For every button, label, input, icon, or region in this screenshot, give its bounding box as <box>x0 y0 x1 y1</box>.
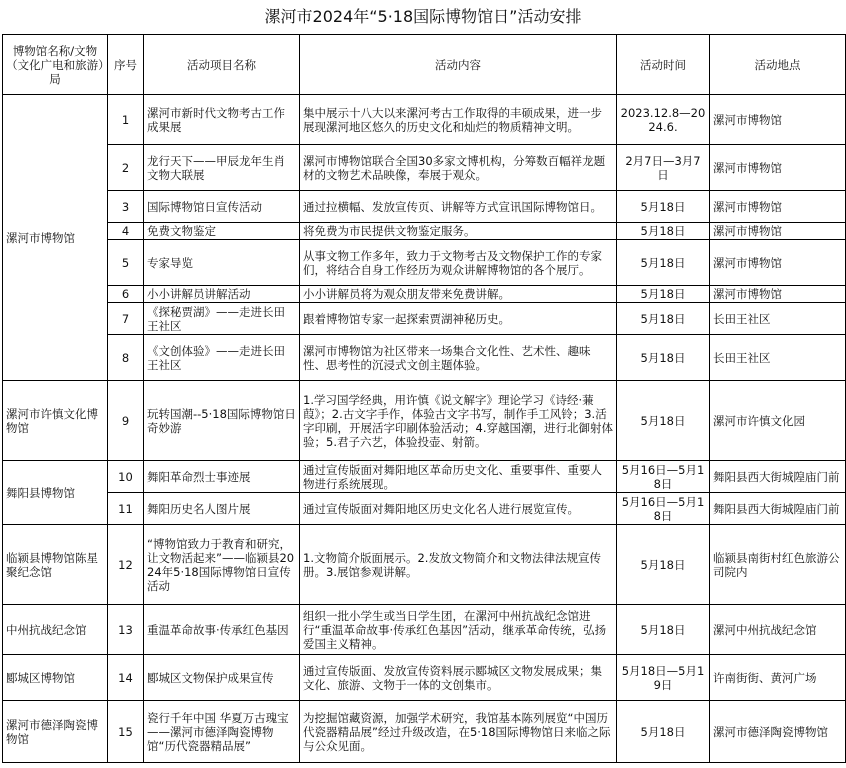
header-activity-content: 活动内容 <box>300 35 617 95</box>
row-time: 5月18日 <box>617 303 710 335</box>
row-content: 漯河市博物馆为社区带来一场集合文化性、艺术性、趣味性、思考性的沉浸式文创主题体验。 <box>300 335 617 381</box>
row-name: 玩转国潮--5·18国际博物馆日奇妙游 <box>144 381 300 461</box>
row-place: 许南街街、黄河广场 <box>710 655 846 701</box>
row-no: 3 <box>108 191 144 223</box>
row-content: 小小讲解员将为观众朋友带来免费讲解。 <box>300 286 617 303</box>
row-content: 从事文物工作多年，致力于文物考古及文物保护工作的专家们，将结合自身工作经历为观众讲解博物馆的各个展厅。 <box>300 240 617 286</box>
row-place: 舞阳县西大街城隍庙门前 <box>710 461 846 493</box>
table-row <box>3 493 846 525</box>
table-row <box>3 240 846 286</box>
row-time: 5月16日—5月18日 <box>617 493 710 525</box>
row-name: 小小讲解员讲解活动 <box>144 286 300 303</box>
table-row <box>3 701 846 763</box>
row-place: 漯河市德泽陶瓷博物馆 <box>710 701 846 763</box>
row-name: 舞阳革命烈士事迹展 <box>144 461 300 493</box>
row-time: 5月18日 <box>617 335 710 381</box>
row-time: 2月7日—3月7日 <box>617 145 710 191</box>
row-time: 5月18日 <box>617 286 710 303</box>
row-no: 14 <box>108 655 144 701</box>
table-row <box>3 223 846 240</box>
row-time: 5月18日 <box>617 223 710 240</box>
row-time: 5月18日—5月19日 <box>617 655 710 701</box>
row-no: 13 <box>108 605 144 655</box>
row-time: 5月18日 <box>617 381 710 461</box>
row-name: 漯河市新时代文物考古工作成果展 <box>144 95 300 145</box>
row-content: 1.文物简介版面展示。2.发放文物简介和文物法律法规宣传册。3.展馆参观讲解。 <box>300 525 617 605</box>
row-content: 通过拉横幅、发放宣传页、讲解等方式宣讯国际博物馆日。 <box>300 191 617 223</box>
row-no: 8 <box>108 335 144 381</box>
row-no: 6 <box>108 286 144 303</box>
row-place: 舞阳县西大街城隍庙门前 <box>710 493 846 525</box>
header-activity-name: 活动项目名称 <box>144 35 300 95</box>
row-name: 《探秘贾湖》——走进长田王社区 <box>144 303 300 335</box>
row-no: 5 <box>108 240 144 286</box>
row-time: 5月16日—5月18日 <box>617 461 710 493</box>
row-content: 将免费为市民提供文物鉴定服务。 <box>300 223 617 240</box>
row-no: 15 <box>108 701 144 763</box>
museum-cell: 漯河市博物馆 <box>3 95 108 381</box>
row-content: 跟着博物馆专家一起探索贾湖神秘历史。 <box>300 303 617 335</box>
activity-table <box>2 34 846 763</box>
table-row <box>3 655 846 701</box>
row-place: 漯河市博物馆 <box>710 223 846 240</box>
row-place: 长田王社区 <box>710 303 846 335</box>
row-place: 漯河市博物馆 <box>710 240 846 286</box>
row-content: 集中展示十八大以来漯河考古工作取得的丰硕成果，进一步展现漯河地区悠久的历史文化和灿烂的物质精神文明。 <box>300 95 617 145</box>
table-row <box>3 286 846 303</box>
row-place: 长田王社区 <box>710 335 846 381</box>
table-row <box>3 145 846 191</box>
row-name: 专家导览 <box>144 240 300 286</box>
header-activity-place: 活动地点 <box>710 35 846 95</box>
row-content: 通过宣传版面对舞阳地区革命历史文化、重要事件、重要人物进行系统展现。 <box>300 461 617 493</box>
row-place: 漯河市博物馆 <box>710 145 846 191</box>
page-title: 漯河市2024年“5·18国际博物馆日”活动安排 <box>264 7 582 26</box>
row-name: 国际博物馆日宣传活动 <box>144 191 300 223</box>
row-time: 5月18日 <box>617 191 710 223</box>
row-no: 10 <box>108 461 144 493</box>
row-content: 1.学习国学经典，用许慎《说文解字》理论学习《诗经·蒹葭》；2.古文字手作，体验古文字书写，制作手工风铃；3.活字印刷，开展活字印刷体验活动；4.穿越国潮，进行北御射体验；5.君子六艺，体验投壶、射箭。 <box>300 381 617 461</box>
header-museum: 博物馆名称/文物（文化广电和旅游）局 <box>3 35 108 95</box>
row-place: 漯河市博物馆 <box>710 95 846 145</box>
row-time: 5月18日 <box>617 240 710 286</box>
table-row <box>3 95 846 145</box>
row-time: 5月18日 <box>617 701 710 763</box>
table-row <box>3 381 846 461</box>
row-no: 11 <box>108 493 144 525</box>
table-row <box>3 335 846 381</box>
row-content: 组织一批小学生或当日学生团，在漯河中州抗战纪念馆进行“重温革命故事·传承红色基因”活动，继承革命传统，弘扬爱国主义精神。 <box>300 605 617 655</box>
row-place: 临颍县南街村红色旅游公司院内 <box>710 525 846 605</box>
row-no: 1 <box>108 95 144 145</box>
row-name: 龙行天下——甲辰龙年生肖文物大联展 <box>144 145 300 191</box>
table-row <box>3 303 846 335</box>
row-name: 免费文物鉴定 <box>144 223 300 240</box>
row-name: “博物馆致力于教育和研究，让文物活起来”——临颍县2024年5·18国际博物馆日宣传活动 <box>144 525 300 605</box>
row-content: 漯河市博物馆联合全国30多家文博机构，分筹数百幅祥龙题材的文物艺术品映像，奉展于观众。 <box>300 145 617 191</box>
row-content: 通过宣传版面对舞阳地区历史文化名人进行展览宣传。 <box>300 493 617 525</box>
row-no: 4 <box>108 223 144 240</box>
table-row <box>3 461 846 493</box>
row-time: 5月18日 <box>617 525 710 605</box>
row-name: 重温革命故事·传承红色基因 <box>144 605 300 655</box>
row-time: 5月18日 <box>617 605 710 655</box>
museum-cell: 郾城区博物馆 <box>3 655 108 701</box>
museum-cell: 漯河市德泽陶瓷博物馆 <box>3 701 108 763</box>
row-no: 2 <box>108 145 144 191</box>
row-no: 7 <box>108 303 144 335</box>
row-time: 2023.12.8—2024.6. <box>617 95 710 145</box>
row-no: 12 <box>108 525 144 605</box>
museum-cell: 中州抗战纪念馆 <box>3 605 108 655</box>
row-place: 漯河市许慎文化园 <box>710 381 846 461</box>
row-name: 郾城区文物保护成果宣传 <box>144 655 300 701</box>
row-no: 9 <box>108 381 144 461</box>
museum-cell: 舞阳县博物馆 <box>3 461 108 525</box>
row-name: 《文创体验》——走进长田王社区 <box>144 335 300 381</box>
row-content: 通过宣传版面、发放宣传资料展示郾城区文物发展成果；集文化、旅游、文物于一体的文创集市。 <box>300 655 617 701</box>
table-header-row <box>3 35 846 95</box>
header-no: 序号 <box>108 35 144 95</box>
museum-cell: 临颍县博物馆陈星聚纪念馆 <box>3 525 108 605</box>
row-name: 舞阳历史名人图片展 <box>144 493 300 525</box>
row-place: 漯河市博物馆 <box>710 286 846 303</box>
row-name: 瓷行千年中国 华夏万古瑰宝 ——漯河市德泽陶瓷博物馆“历代瓷器精品展” <box>144 701 300 763</box>
table-row <box>3 525 846 605</box>
table-row <box>3 191 846 223</box>
museum-cell: 漯河市许慎文化博物馆 <box>3 381 108 461</box>
row-content: 为挖掘馆藏资源，加强学术研究，我馆基本陈列展览“中国历代瓷器精品展”经过升级改造，在5·18国际博物馆日来临之际与公众见面。 <box>300 701 617 763</box>
table-row <box>3 605 846 655</box>
row-place: 漯河中州抗战纪念馆 <box>710 605 846 655</box>
row-place: 漯河市博物馆 <box>710 191 846 223</box>
header-activity-time: 活动时间 <box>617 35 710 95</box>
